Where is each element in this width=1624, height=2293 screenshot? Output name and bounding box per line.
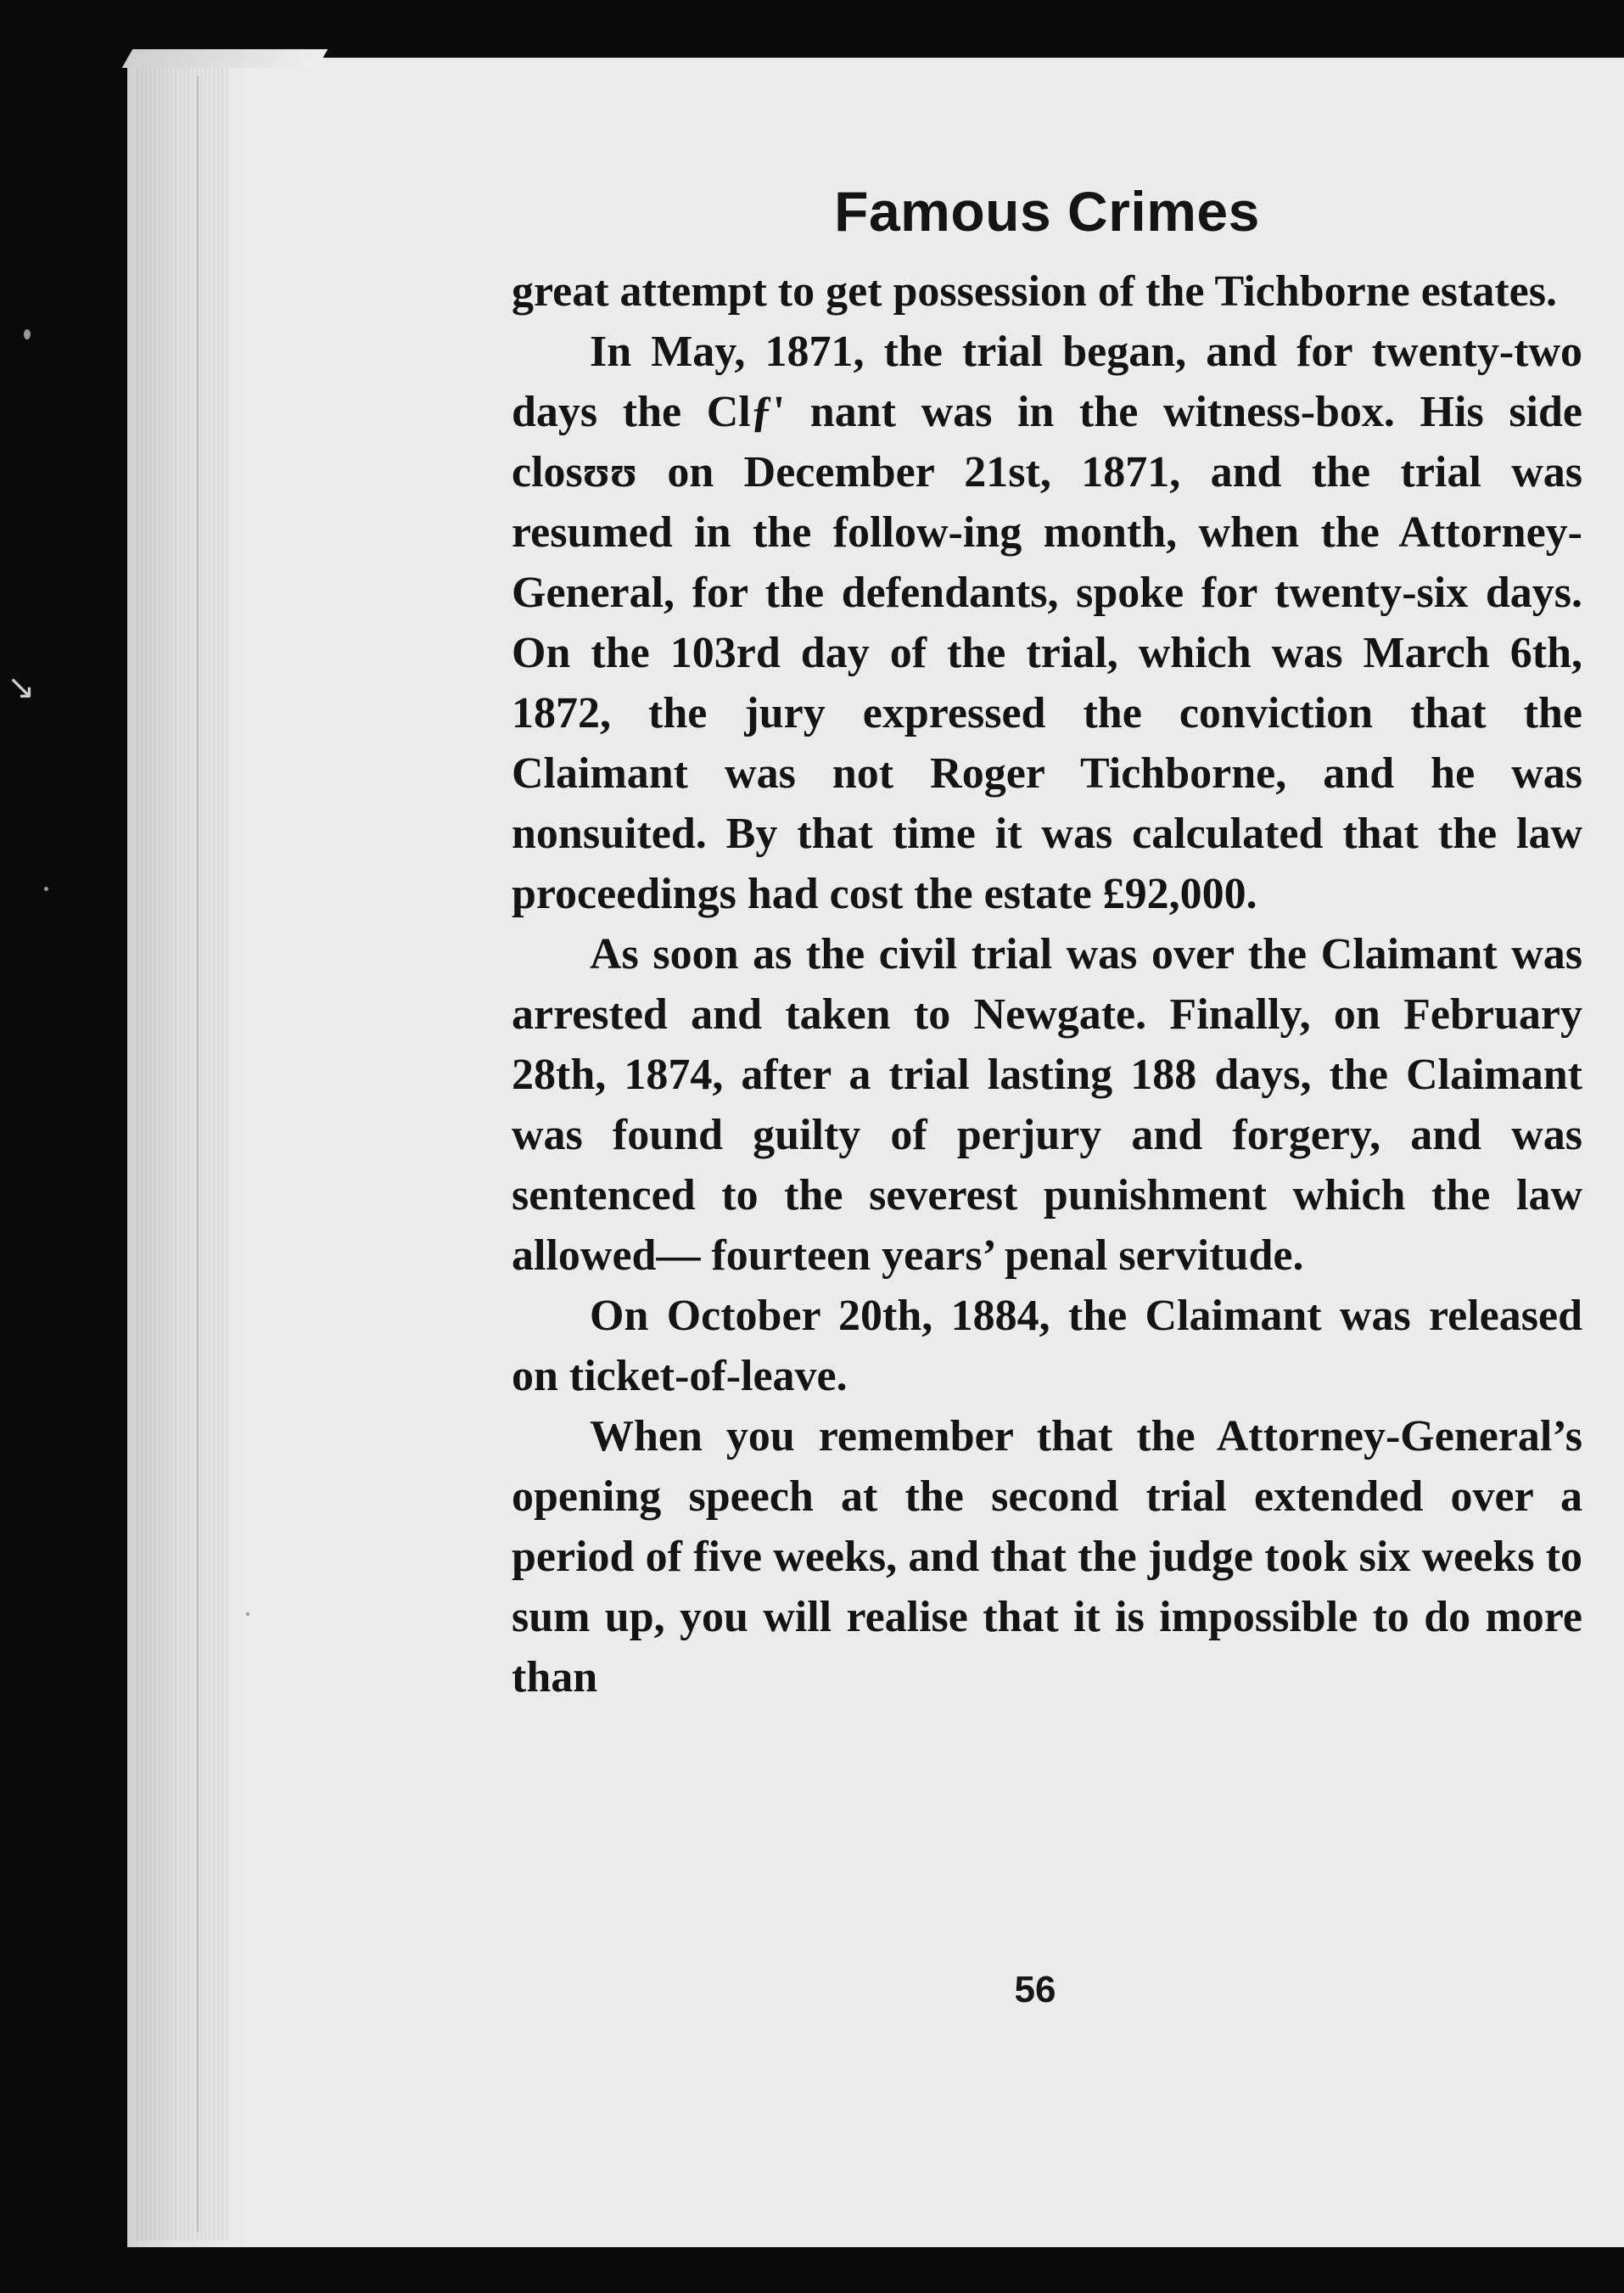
paragraph-speech: When you remember that the Attorney-General’s opening speech at the second trial extended over a period of five weeks, and that the judge took six weeks to sum up, you will realise that it is impossible to do more than [512,1412,1582,1702]
paragraph-arrest: As soon as the civil trial was over the Claimant was arrested and taken to Newgate. Finally, on February 28th, 1874, after a trial lasting 188 days, the Claimant was found guilty of perjury and forgery, and was sentenced to the severest punishment which the law allowed— fourteen years’ penal servitude. [512,930,1582,1280]
paragraph-release: On October 20th, 1884, the Claimant was released on ticket-of-leave. [512,1292,1582,1400]
gutter-line [197,76,199,2232]
scan-speck [24,329,31,339]
page-corner [122,49,328,68]
paragraph-continuation: great attempt to get possession of the Tichborne estates. [512,267,1557,316]
page-binding-shadow [136,68,229,2240]
running-head: Famous Crimes [834,180,1260,243]
margin-mark-icon: ↘ [7,668,36,706]
page-number: 56 [1014,1969,1056,2010]
scan-speck [246,1612,249,1616]
paragraph-trial: In May, 1871, the trial began, and for twenty-two days the Clƒ' nant was in the witness-box. His side closʊʊ on December 21st, 1871, and the trial was resumed in the follow-ing month, when the Attorney-General, for the defendants, spoke for twenty-six days. On the 103rd day of the trial, which was March 6th, 1872, the jury expressed the conviction that the Claimant was not Roger Tichborne, and he was nonsuited. By that time it was calculated that the law proceedings had cost the estate £92,000. [512,328,1582,918]
scan-speck [44,887,48,891]
page-text [512,178,1582,1707]
scan-bottom-edge [0,2247,1624,2293]
